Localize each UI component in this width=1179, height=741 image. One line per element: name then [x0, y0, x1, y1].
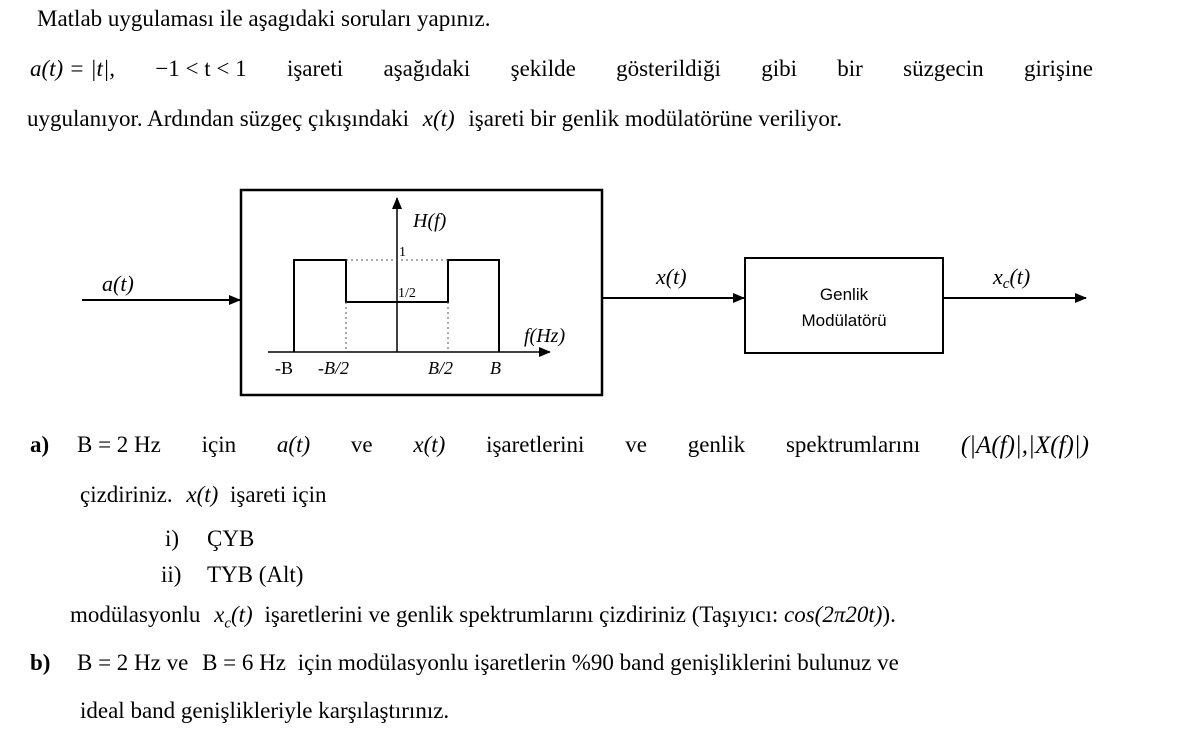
part-a-word: ve	[625, 432, 647, 457]
item-ii	[161, 562, 304, 588]
part-a-word: genlik	[687, 432, 746, 457]
part-a-marker: a)	[30, 432, 50, 457]
tick-label: -B/2	[318, 358, 349, 378]
part-a-line-1	[77, 432, 1089, 460]
intro-line-1: Matlab uygulaması ile aşagıdaki soruları yapınız.	[37, 6, 491, 31]
part-a-var-xc: $x_c(t)$	[214, 602, 253, 632]
part-a-text: işareti için	[230, 482, 327, 507]
part-a-text: ).	[882, 602, 896, 627]
part-b-marker: b)	[30, 650, 51, 675]
part-a-text: modülasyonlu	[70, 602, 201, 627]
item-ii-marker: ii)	[161, 562, 182, 587]
part-a-word: B = 2 Hz	[77, 432, 161, 457]
intro-word: gibi	[761, 56, 797, 81]
signal-range: −1 < t < 1	[155, 56, 247, 81]
intro-word: işareti	[286, 56, 344, 81]
intro-word: girişine	[1023, 56, 1093, 81]
modulator-box	[745, 258, 943, 353]
intro-word: aşağıdaki	[383, 56, 471, 81]
part-b-line-2: ideal band genişlikleriyle karşılaştırınız.	[80, 698, 450, 723]
part-a-word: işaretlerini	[486, 432, 585, 457]
item-i	[165, 526, 255, 552]
level-one-label: 1	[399, 245, 406, 260]
part-a-var-x: x(t)	[186, 482, 219, 507]
part-a-line-mod	[70, 602, 896, 633]
part-a-line-2	[80, 482, 326, 508]
item-ii-text: TYB (Alt)	[207, 562, 304, 587]
part-a-word: ve	[350, 432, 373, 457]
intro-text: uygulanıyor. Ardından süzgeç çıkışındaki	[27, 106, 409, 131]
mid-label: x(t)	[656, 264, 687, 289]
output-label: xc(t)	[993, 264, 1031, 292]
carrier-expression: cos(2π20t)	[784, 602, 883, 627]
intro-word: süzgecin	[903, 56, 984, 81]
input-label: a(t)	[102, 271, 134, 296]
part-a-word: x(t)	[413, 432, 446, 457]
spectrum-notation: (|A(f)|,|X(f)|)	[960, 432, 1089, 459]
tick-label: B	[490, 358, 501, 378]
intro-word: şekilde	[510, 56, 576, 81]
part-b-text: B = 2 Hz ve	[77, 650, 189, 675]
modulator-label-1: Genlik	[819, 285, 869, 304]
frequency-axis-label: f(Hz)	[524, 325, 566, 347]
intro-word: bir	[837, 56, 863, 81]
modulator-label-2: Modülatörü	[801, 311, 887, 330]
tick-label: B/2	[428, 358, 453, 378]
part-b-text: için modülasyonlu işaretlerin %90 band genişliklerini bulunuz ve	[297, 650, 899, 675]
level-half-label: 1/2	[398, 286, 416, 301]
part-a-text: çizdiriniz.	[80, 482, 173, 507]
part-a-text: işaretlerini ve genlik spektrumlarını çizdiriniz (Taşıyıcı:	[264, 602, 779, 627]
part-a-word: spektrumlarını	[785, 432, 921, 457]
item-i-marker: i)	[165, 526, 180, 551]
item-i-text: ÇYB	[207, 526, 255, 551]
intro-text: işareti bir genlik modülatörüne veriliyor.	[468, 106, 843, 131]
part-b-line-1	[77, 650, 899, 676]
intro-var-x: x(t)	[422, 106, 455, 131]
tick-label: -B	[275, 358, 293, 378]
part-a-word: için	[201, 432, 237, 457]
h-of-f-label: H(f)	[413, 210, 447, 232]
part-a-word: a(t)	[276, 432, 311, 457]
intro-word: gösterildiği	[616, 56, 721, 81]
signal-definition: a(t) = |t|,	[30, 56, 116, 81]
part-b-text: B = 6 Hz	[202, 650, 286, 675]
